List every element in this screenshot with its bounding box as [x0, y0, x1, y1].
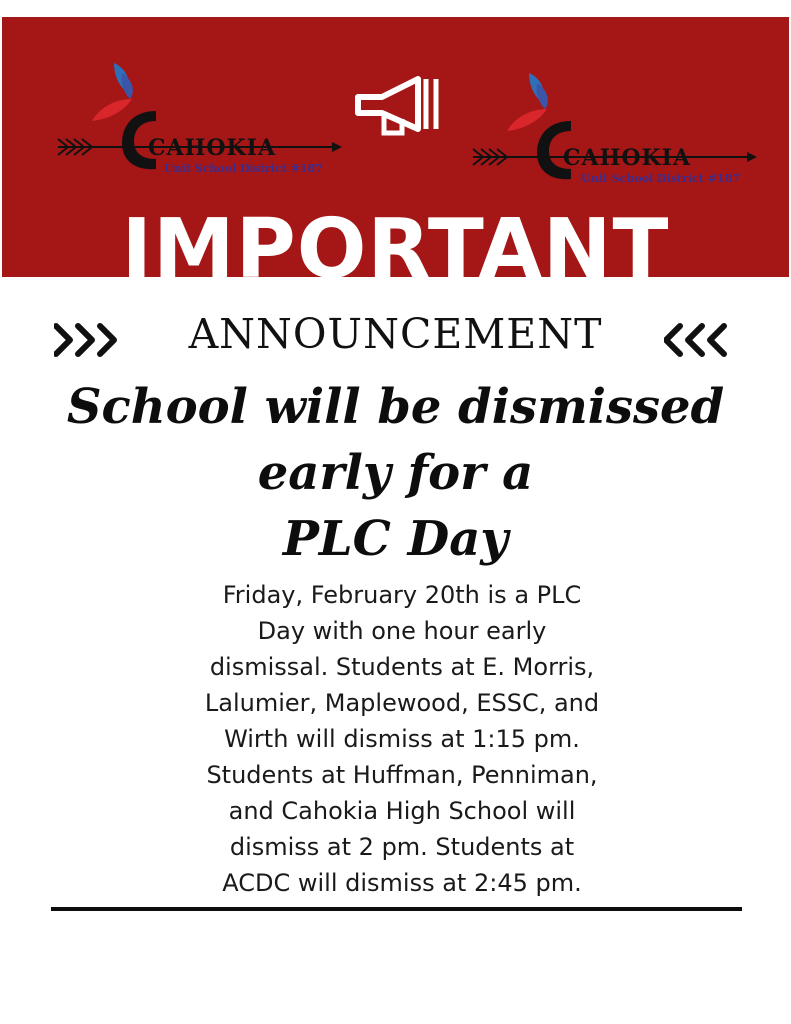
dismissal-headline	[0, 374, 791, 572]
bottom-divider	[51, 907, 742, 911]
details-line: ACDC will dismiss at 2:45 pm.	[222, 869, 582, 897]
logo-subtitle: Unit School District #187	[581, 172, 740, 185]
details-line: Friday, February 20th is a PLC	[222, 581, 582, 609]
logo-wordmark: CAHOKIA	[148, 135, 277, 161]
district-logo-right	[467, 69, 757, 185]
district-logo-left	[52, 59, 342, 175]
details-line: dismissal. Students at E. Morris,	[209, 653, 595, 681]
details-line: and Cahokia High School will	[228, 797, 576, 825]
details-line: Lalumier, Maplewood, ESSC, and	[204, 689, 600, 717]
logo-wordmark: CAHOKIA	[563, 145, 692, 171]
headline-line: School will be dismissed	[66, 379, 725, 435]
megaphone-icon	[354, 75, 442, 144]
details-line: Students at Huffman, Penniman,	[206, 761, 598, 789]
dismissal-details	[166, 577, 638, 901]
headline-line: early for a	[257, 445, 534, 501]
logo-subtitle: Unit School District #187	[164, 162, 323, 175]
announcement-label: ANNOUNCEMENT	[188, 310, 603, 358]
details-line: Day with one hour early	[257, 617, 547, 645]
important-heading: IMPORTANT	[121, 202, 670, 297]
details-line: dismiss at 2 pm. Students at	[229, 833, 575, 861]
header-banner	[2, 17, 789, 297]
details-line: Wirth will dismiss at 1:15 pm.	[224, 725, 580, 753]
headline-line: PLC Day	[282, 511, 509, 567]
